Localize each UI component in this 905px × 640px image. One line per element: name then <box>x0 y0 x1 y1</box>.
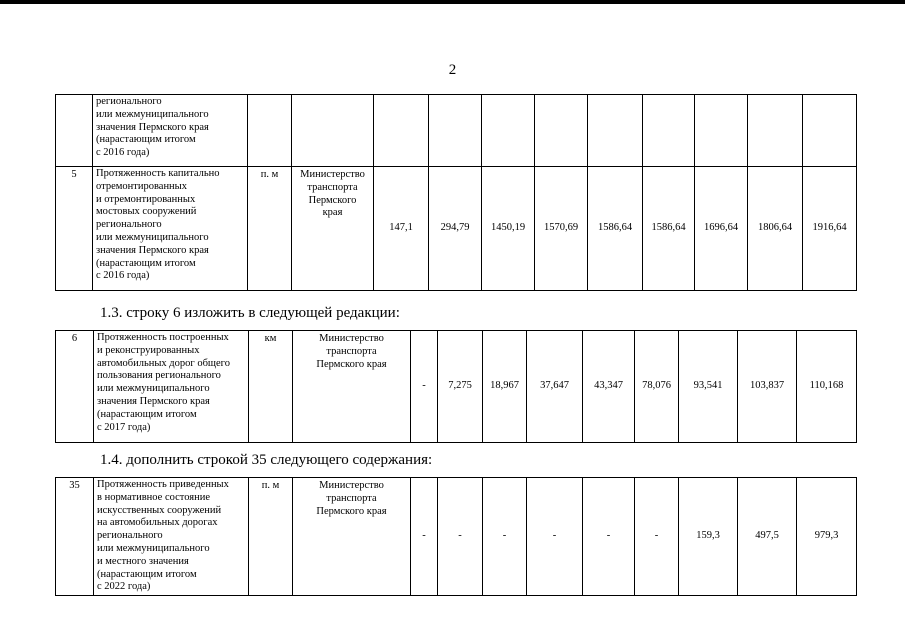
value-cell <box>374 95 429 167</box>
indicator-name: Протяженность приведенных в нормативное состояние искусственных сооружений на автомобильных дорогах регионального или межмуниципального и местного значения (нарастающим итогом с 2022 года) <box>94 478 249 596</box>
table-row <box>56 478 857 596</box>
indicator-name: Протяженность построенных и реконструированных автомобильных дорог общего пользования регионального или межмуниципального значения Пермского края (нарастающим итогом с 2017 года) <box>94 331 249 443</box>
value-cell: 7,275 <box>438 331 483 443</box>
value-cell: 979,3 <box>797 478 857 596</box>
value-cell <box>643 95 695 167</box>
value-cell <box>429 95 482 167</box>
value-cell: - <box>527 478 583 596</box>
value-cell: - <box>411 478 438 596</box>
row-number: 6 <box>56 331 94 443</box>
value-cell: 1586,64 <box>643 167 695 291</box>
value-cell: - <box>411 331 438 443</box>
value-cell: - <box>483 478 527 596</box>
indicator-table-2 <box>55 330 857 443</box>
unit-cell <box>248 95 292 167</box>
value-cell: 93,541 <box>679 331 738 443</box>
indicator-table-3 <box>55 477 857 596</box>
value-cell <box>535 95 588 167</box>
value-cell: 37,647 <box>527 331 583 443</box>
value-cell: 110,168 <box>797 331 857 443</box>
indicator-table-1 <box>55 94 857 291</box>
value-cell <box>803 95 857 167</box>
value-cell: 1450,19 <box>482 167 535 291</box>
value-cell: 18,967 <box>483 331 527 443</box>
responsible-cell: Министерство транспорта Пермского края <box>293 478 411 596</box>
value-cell: 1806,64 <box>748 167 803 291</box>
value-cell: 103,837 <box>738 331 797 443</box>
value-cell: 497,5 <box>738 478 797 596</box>
value-cell: 159,3 <box>679 478 738 596</box>
table-row <box>56 95 857 167</box>
table-row <box>56 331 857 443</box>
value-cell: - <box>635 478 679 596</box>
value-cell: 78,076 <box>635 331 679 443</box>
value-cell <box>482 95 535 167</box>
section-heading-1-3: 1.3. строку 6 изложить в следующей редакции: <box>100 305 400 321</box>
value-cell: 1586,64 <box>588 167 643 291</box>
value-cell <box>748 95 803 167</box>
unit-cell: п. м <box>248 167 292 291</box>
value-cell: 294,79 <box>429 167 482 291</box>
value-cell: 1570,69 <box>535 167 588 291</box>
value-cell: 1696,64 <box>695 167 748 291</box>
row-number <box>56 95 93 167</box>
section-heading-1-4: 1.4. дополнить строкой 35 следующего содержания: <box>100 452 433 468</box>
unit-cell: п. м <box>249 478 293 596</box>
indicator-name: Протяженность капитально отремонтированных и отремонтированных мостовых сооружений регионального или межмуниципального значения Пермского края (нарастающим итогом с 2016 года) <box>93 167 248 291</box>
value-cell: - <box>438 478 483 596</box>
indicator-name: регионального или межмуниципального значения Пермского края (нарастающим итогом с 2016 года) <box>93 95 248 167</box>
value-cell: 1916,64 <box>803 167 857 291</box>
table-row <box>56 167 857 291</box>
responsible-cell: Министерство транспорта Пермского края <box>292 167 374 291</box>
unit-cell: км <box>249 331 293 443</box>
value-cell <box>695 95 748 167</box>
row-number: 5 <box>56 167 93 291</box>
page-number: 2 <box>448 62 457 78</box>
responsible-cell <box>292 95 374 167</box>
value-cell: 43,347 <box>583 331 635 443</box>
value-cell: - <box>583 478 635 596</box>
responsible-cell: Министерство транспорта Пермского края <box>293 331 411 443</box>
row-number: 35 <box>56 478 94 596</box>
scan-top-edge <box>0 0 905 4</box>
value-cell: 147,1 <box>374 167 429 291</box>
value-cell <box>588 95 643 167</box>
